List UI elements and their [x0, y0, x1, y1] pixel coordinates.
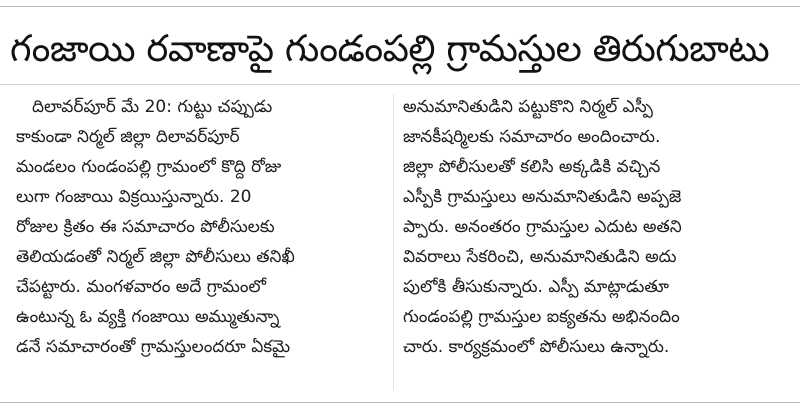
headline-rule — [0, 84, 800, 85]
article-line: ఎస్పీకి గ్రామస్తులు అనుమానితుడిని అప్పజె — [403, 187, 682, 207]
top-rule — [0, 6, 800, 7]
article-line: కాకుండా నిర్మల్‌ జిల్లా దిలావర్‌పూర్‌ — [16, 127, 240, 147]
article-line: లుగా గంజాయి విక్రయిస్తున్నారు. 20 — [16, 187, 252, 207]
column-divider — [393, 94, 394, 390]
article-line: చేపట్టారు. మంగళవారం అదే గ్రామంలో — [16, 277, 266, 297]
article-line: గుండంపల్లి గ్రామస్తుల ఐక్యతను అభినందిం — [403, 307, 680, 327]
article-line: వివరాలు సేకరించి, అనుమానితుడిని అదు — [403, 247, 677, 267]
article-line: అనుమానితుడిని పట్టుకొని నిర్మల్‌ ఎస్పీ — [403, 97, 653, 117]
article-line: ప్పారు. అనంతరం గ్రామస్తుల ఎదుట అతని — [403, 217, 682, 237]
article-line: పులోకి తీసుకున్నారు. ఎస్పీ మాట్లాడుతూ — [403, 277, 669, 297]
article-headline: గంజాయి రవాణాపై గుండంపల్లి గ్రామస్తుల తిరుగుబాటు — [10, 27, 770, 70]
article-line: తెలియడంతో నిర్మల్‌ జిల్లా పోలీసులు తనిఖీ — [16, 247, 295, 267]
article-line: మండలం గుండంపల్లి గ్రామంలో కొద్ది రోజు — [16, 157, 282, 177]
article-line: ఉంటున్న ఓ వ్యక్తి గంజాయి అమ్ముతున్నా — [16, 307, 280, 327]
article-line: దిలావర్‌పూర్‌ మే 20: గుట్టు చప్పుడు — [32, 97, 273, 117]
article-line: రోజుల క్రితం ఈ సమాచారం పోలీసులకు — [16, 217, 275, 237]
article-column-right — [403, 92, 781, 392]
article-column-left — [16, 92, 394, 392]
article-line: జానకీషర్మిలకు సమాచారం అందించారు. — [403, 127, 661, 147]
article-line: డనే సమాచారంతో గ్రామస్తులందరూ ఏకమై — [16, 337, 291, 357]
article-line: జిల్లా పోలీసులతో కలిసి అక్కడికి వచ్చిన — [403, 157, 661, 177]
article-line: చారు. కార్యక్రమంలో పోలీసులు ఉన్నారు. — [403, 337, 670, 357]
bottom-rule — [0, 402, 800, 403]
